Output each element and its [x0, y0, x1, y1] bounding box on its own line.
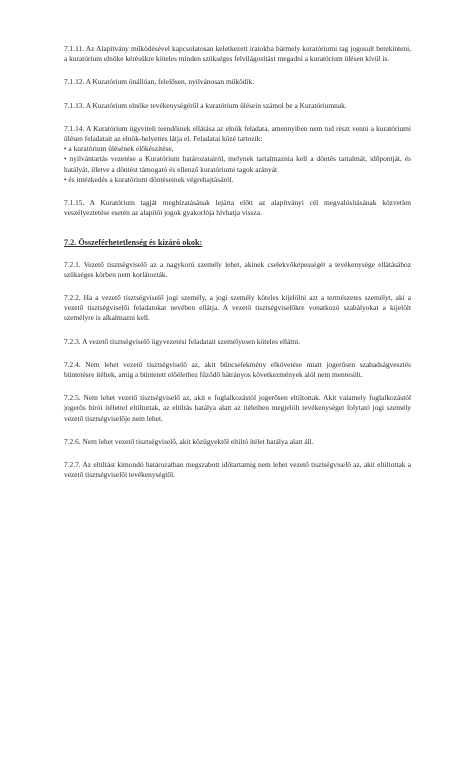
paragraph-7-1-12: 7.1.12. A Kuratórium önállóan, felelősen, nyilvánosan működik. [64, 77, 255, 87]
paragraph-7-2-1: 7.2.1. Vezető tisztségviselő az a nagykorú személy lehet, akinek cselekvőképességét a tevékenysége ellátásához szükséges körben nem korlátozták. [64, 259, 411, 279]
paragraph-7-1-14-intro: 7.1.14. A Kuratórium ügyviteli teendőinek ellátása az elnök feladata, amennyiben nem tud részt venni a kuratóriumi ülésen feladatait az elnök-helyettes látja el. Feladatai közé tartozik: [64, 123, 411, 144]
paragraph-7-1-15: 7.1.15. A Kuratórium tagját megbízatásának lejárta előtt az alapítványi cél megvalósításának közvetlen veszélyeztetése esetén az alapítói jogok gyakorlója hívhatja vissza. [64, 198, 411, 218]
bullet-item: • és intézkedés a kuratórium döntéseinek végrehajtásáról. [64, 174, 234, 184]
paragraph-7-1-11: 7.1.11. Az Alapítvány működésével kapcsolatosan keletkezett iratokba bármely kuratóriumi tag jogosult betekinteni, a kuratórium elnöke kérésükre köteles minden szükséges felvilágosítást megadni a kuratórium ülésen kívül is. [64, 44, 411, 64]
paragraph-7-2-4: 7.2.4. Nem lehet vezető tisztségviselő az, akit bűncselekmény elkövetése miatt jogerősen szabadságvesztés büntetésre ítéltek, amíg a büntetett előélethez fűződő hátrányos következmények alól nem mentesült. [64, 359, 411, 380]
bullet-item: • a kuratórium ülésének előkészítése, [64, 144, 174, 154]
paragraph-7-2-7: 7.2.7. Az eltiltást kimondó határozatban megszabott időtartamig nem lehet vezető tisztségviselő az, akit eltiltottak a vezető tisztségviselői tevékenységtől. [64, 460, 411, 480]
paragraph-7-2-3: 7.2.3. A vezető tisztségviselő ügyvezetési feladatait személyesen köteles ellátni. [64, 336, 301, 346]
paragraph-7-2-6: 7.2.6. Nem lehet vezető tisztségviselő, akit közügyektől eltiltó ítélet hatálya alatt áll. [64, 436, 314, 446]
bullet-item: • nyilvántartás vezetése a Kuratórium határozatairól, melynek tartalmaznia kell a döntés tartalmát, időpontját, és hatályát, illetve a döntést támogató és ellenző kuratóriumi tagok arányát [64, 154, 411, 174]
paragraph-7-2-5: 7.2.5. Nem lehet vezető tisztségviselő az, akit e foglalkozástól jogerősen eltiltottak. Akit valamely foglalkozástól jogerős bírói ítélettel eltiltottak, az eltiltás hatálya alatt az ítéletben megjelölt tevékenységet folytató jogi személy vezető tisztségviselője nem lehet. [64, 393, 411, 423]
paragraph-7-1-14 [64, 124, 411, 185]
document-body [64, 44, 411, 480]
section-title: 7.2. Összeférhetetlenség és kizáró okok: [64, 238, 203, 248]
paragraph-7-2-2: 7.2.2. Ha a vezető tisztségviselő jogi személy, a jogi személy köteles kijelölni azt a természetes személyt, aki a vezető tisztségviselői feladatokat nevében ellátja. A vezető tisztségviselőkre vonatkozó szabályokat a kijelölt személyre is alkalmazni kell. [64, 293, 411, 323]
paragraph-7-1-13: 7.1.13. A Kuratórium elnöke tevékenységéről a kuratórium ülésein számol be a Kuratóriumnak. [64, 100, 347, 110]
